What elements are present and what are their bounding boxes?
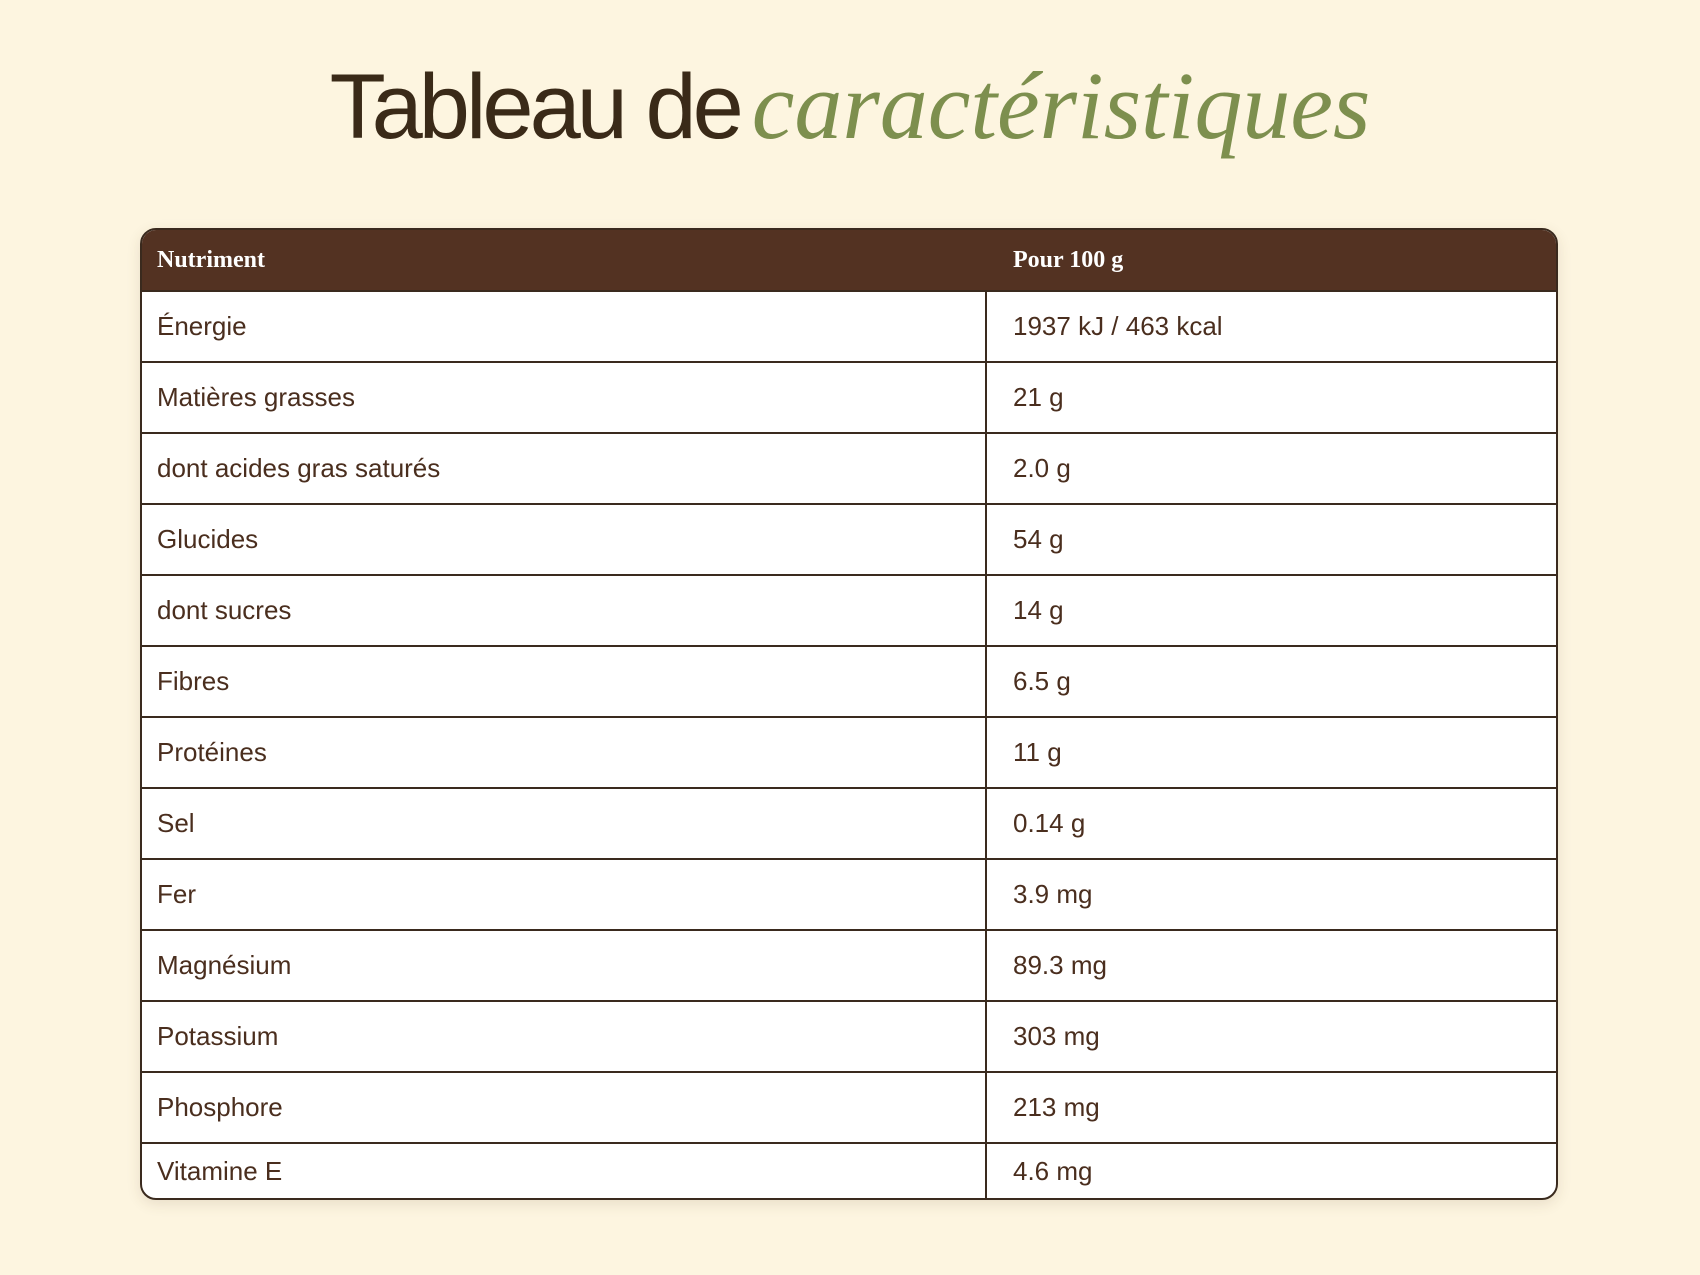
nutrient-name: Matières grasses	[142, 363, 987, 432]
nutrient-value: 14 g	[1013, 595, 1064, 625]
title-plain: Tableau de	[329, 56, 740, 158]
table-row	[142, 290, 1556, 361]
table-row	[142, 787, 1556, 858]
header-per-100g: Pour 100 g	[1013, 246, 1124, 273]
table-row	[142, 432, 1556, 503]
table-row	[142, 574, 1556, 645]
nutrient-value: 303 mg	[1013, 1021, 1100, 1051]
nutrient-value: 89.3 mg	[1013, 950, 1107, 980]
nutrient-value: 3.9 mg	[1013, 879, 1093, 909]
table-row	[142, 503, 1556, 574]
table-row	[142, 929, 1556, 1000]
nutrient-name: Protéines	[142, 718, 987, 787]
table-row	[142, 1071, 1556, 1142]
nutrition-table	[140, 228, 1558, 1200]
nutrient-value: 1937 kJ / 463 kcal	[1013, 311, 1223, 341]
page-title	[0, 52, 1700, 159]
table-row	[142, 1000, 1556, 1071]
nutrient-name: Magnésium	[142, 931, 987, 1000]
title-accent: caractéristiques	[751, 52, 1371, 159]
nutrient-name: Phosphore	[142, 1073, 987, 1142]
nutrient-name: Glucides	[142, 505, 987, 574]
nutrient-value: 2.0 g	[1013, 453, 1071, 483]
table-row	[142, 361, 1556, 432]
table-row	[142, 716, 1556, 787]
nutrient-name: Potassium	[142, 1002, 987, 1071]
nutrient-value: 213 mg	[1013, 1092, 1100, 1122]
table-row	[142, 858, 1556, 929]
nutrient-name: dont sucres	[142, 576, 987, 645]
nutrient-name: dont acides gras saturés	[142, 434, 987, 503]
nutrient-name: Fer	[142, 860, 987, 929]
table-header	[142, 230, 1556, 290]
nutrient-name: Vitamine E	[142, 1144, 987, 1199]
nutrient-value: 4.6 mg	[1013, 1156, 1093, 1186]
nutrient-value: 0.14 g	[1013, 808, 1086, 838]
nutrient-value: 54 g	[1013, 524, 1064, 554]
table-row	[142, 1142, 1556, 1199]
table-row	[142, 645, 1556, 716]
nutrient-value: 6.5 g	[1013, 666, 1071, 696]
nutrient-name: Énergie	[142, 292, 987, 361]
nutrient-name: Sel	[142, 789, 987, 858]
nutrient-value: 21 g	[1013, 382, 1064, 412]
header-nutriment: Nutriment	[157, 246, 265, 273]
nutrient-name: Fibres	[142, 647, 987, 716]
nutrient-value: 11 g	[1013, 737, 1062, 767]
